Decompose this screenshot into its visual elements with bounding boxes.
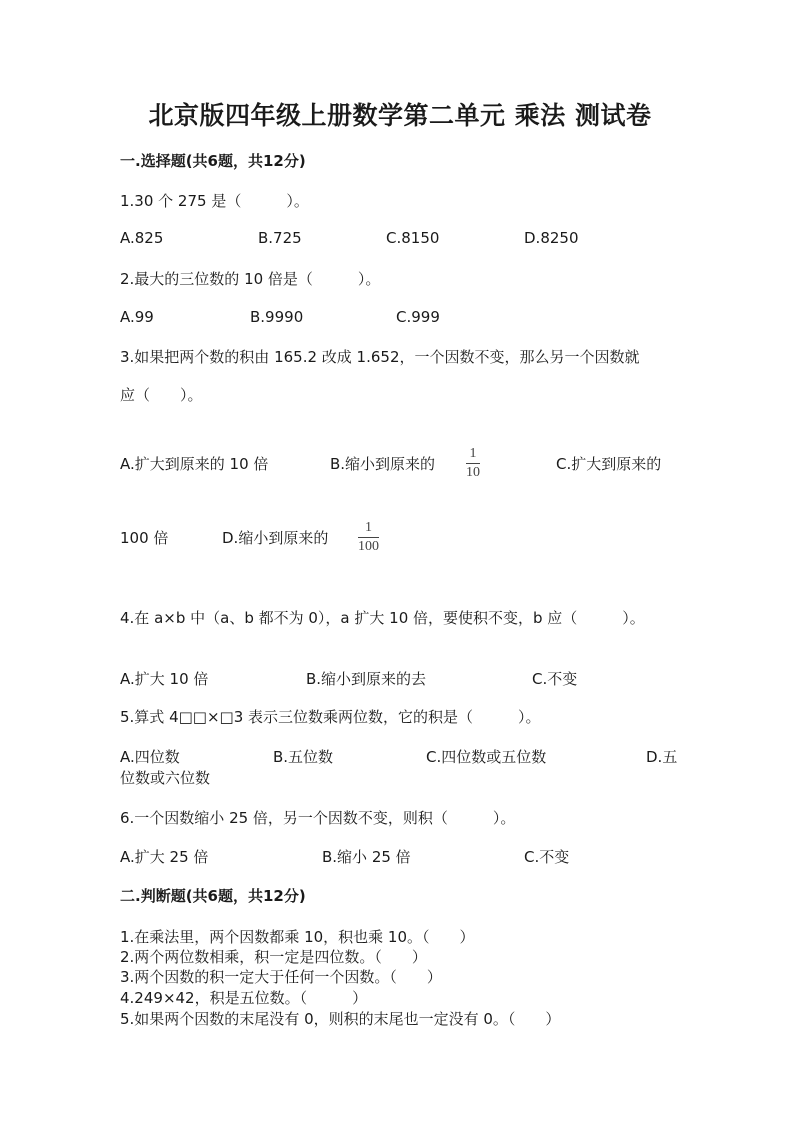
fraction-denominator: 10	[466, 465, 480, 480]
q5-option-d: D.五	[646, 748, 678, 766]
q3-fraction-one-hundredth	[358, 521, 379, 554]
question-5: 5.算式 4□□×□3 表示三位数乘两位数，它的积是（ ）。	[120, 708, 541, 726]
q1-option-a: A.825	[120, 229, 164, 247]
q6-option-b: B.缩小 25 倍	[322, 848, 411, 866]
section-heading-true-false: 二.判断题(共6题，共12分)	[120, 887, 306, 905]
fraction-numerator: 1	[365, 520, 372, 535]
page-title: 北京版四年级上册数学第二单元 乘法 测试卷	[148, 101, 652, 130]
q4-option-b: B.缩小到原来的去	[306, 670, 427, 688]
q5-option-a: A.四位数	[120, 748, 180, 766]
q5-option-b: B.五位数	[273, 748, 334, 766]
section-heading-choice: 一.选择题(共6题，共12分)	[120, 152, 306, 170]
judgment-item-4: 4.249×42，积是五位数。（ ）	[120, 989, 368, 1007]
q5-option-d-continued: 位数或六位数	[120, 769, 211, 787]
q3-option-b: B.缩小到原来的	[330, 455, 436, 473]
q3-option-a: A.扩大到原来的 10 倍	[120, 455, 269, 473]
q2-option-a: A.99	[120, 308, 154, 326]
question-3-line-1: 3.如果把两个数的积由 165.2 改成 1.652，一个因数不变，那么另一个因数就	[120, 348, 640, 366]
q4-option-a: A.扩大 10 倍	[120, 670, 209, 688]
q3-option-c-continued: 100 倍	[120, 529, 169, 547]
question-4: 4.在 a×b 中（a、b 都不为 0），a 扩大 10 倍，要使积不变，b 应（ ）。	[120, 609, 645, 627]
q1-option-c: C.8150	[386, 229, 440, 247]
judgment-item-5: 5.如果两个因数的末尾没有 0，则积的末尾也一定没有 0。（ ）	[120, 1010, 561, 1028]
q1-option-d: D.8250	[524, 229, 579, 247]
question-6: 6.一个因数缩小 25 倍，另一个因数不变，则积（ ）。	[120, 809, 516, 827]
q3-fraction-one-tenth	[466, 447, 480, 480]
q2-option-c: C.999	[396, 308, 440, 326]
question-3-line-2: 应（ ）。	[120, 386, 203, 404]
q1-option-b: B.725	[258, 229, 302, 247]
q6-option-a: A.扩大 25 倍	[120, 848, 209, 866]
question-1: 1.30 个 275 是（ ）。	[120, 192, 309, 210]
question-2: 2.最大的三位数的 10 倍是（ ）。	[120, 270, 381, 288]
judgment-item-2: 2.两个两位数相乘，积一定是四位数。（ ）	[120, 948, 427, 966]
q3-option-c: C.扩大到原来的	[556, 455, 662, 473]
q4-option-c: C.不变	[532, 670, 578, 688]
judgment-item-1: 1.在乘法里，两个因数都乘 10，积也乘 10。（ ）	[120, 928, 475, 946]
fraction-numerator: 1	[469, 446, 477, 461]
judgment-item-3: 3.两个因数的积一定大于任何一个因数。（ ）	[120, 968, 442, 986]
q5-option-c: C.四位数或五位数	[426, 748, 547, 766]
q3-option-d: D.缩小到原来的	[222, 529, 329, 547]
q6-option-c: C.不变	[524, 848, 570, 866]
q2-option-b: B.9990	[250, 308, 304, 326]
fraction-denominator: 100	[358, 539, 379, 554]
